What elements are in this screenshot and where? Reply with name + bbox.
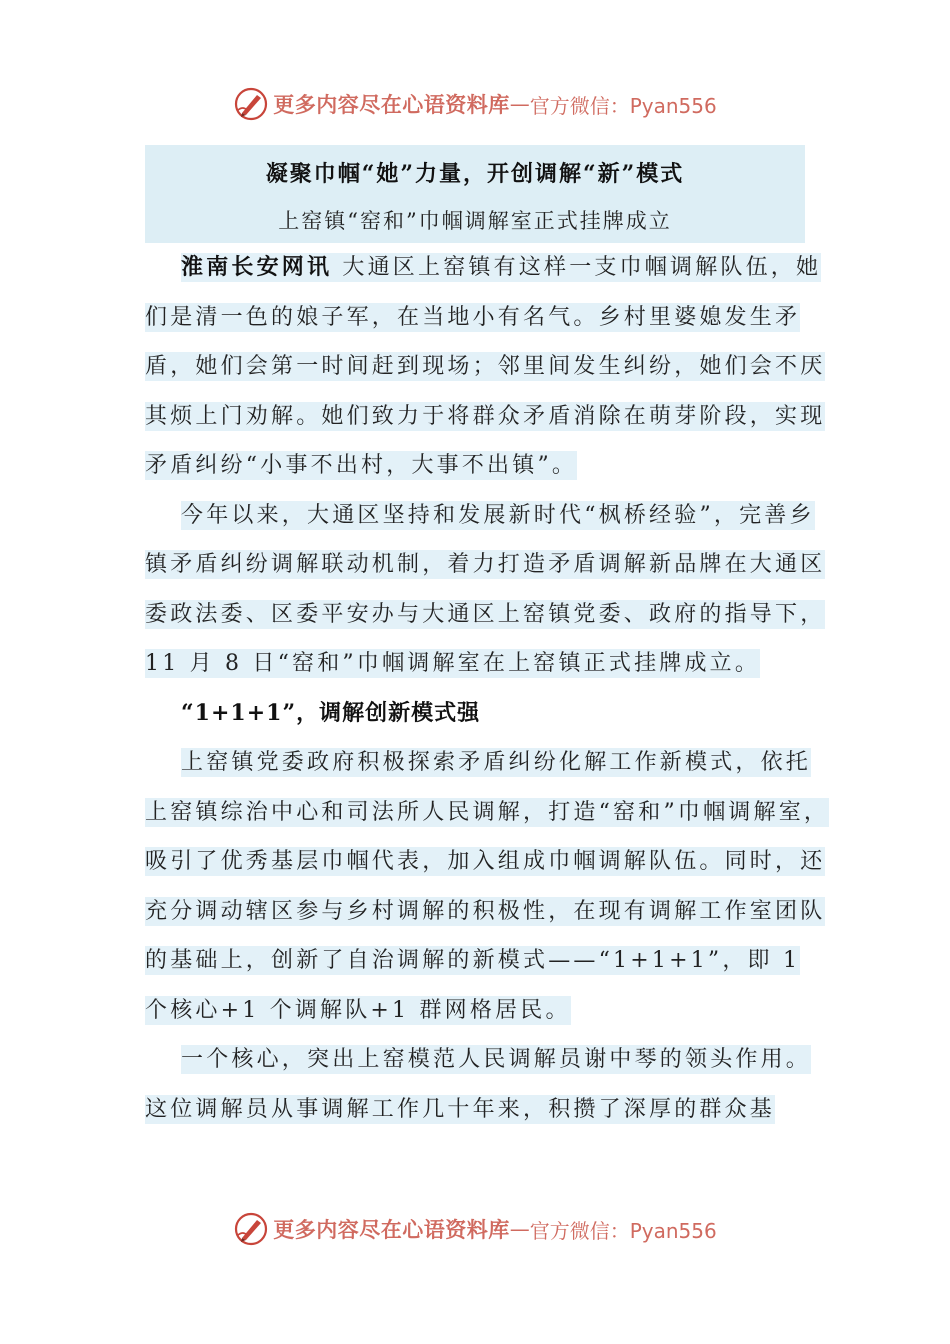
footer-wechat-text: 官方微信：Pyan556	[529, 1218, 717, 1243]
banner-dash: —	[509, 92, 530, 116]
pen-circle-logo-icon	[233, 1211, 269, 1247]
article-title: 凝聚巾帼“她”力量，开创调解“新”模式	[265, 161, 685, 187]
article-subtitle: 上窑镇“窑和”巾帼调解室正式挂牌成立	[278, 209, 672, 233]
banner-brand-text: 更多内容尽在心语资料库	[273, 92, 510, 117]
footer-dash: —	[509, 1217, 530, 1241]
paragraph-4	[145, 1035, 835, 1134]
paragraph-2-text: 今年以来，大通区坚持和发展新时代“枫桥经验”，完善乡镇矛盾纠纷调解联动机制，着力打造矛盾调解新品牌在大通区委政法委、区委平安办与大通区上窑镇党委、政府的指导下，11 月 8 日“窑和”巾帼调解室在上窑镇正式挂牌成立。	[145, 502, 826, 676]
footer-brand-text: 更多内容尽在心语资料库	[273, 1217, 510, 1242]
header-banner	[0, 84, 950, 124]
paragraph-3	[145, 738, 835, 1035]
paragraph-4-text: 一个核心，突出上窑模范人民调解员谢中琴的领头作用。这位调解员从事调解工作几十年来，积攒了深厚的群众基	[145, 1047, 812, 1122]
paragraph-1-body: 大通区上窑镇有这样一支巾帼调解队伍，她们是清一色的娘子军，在当地小有名气。乡村里婆媳发生矛盾，她们会第一时间赶到现场；邻里间发生纠纷，她们会不厌其烦上门劝解。她们致力于将群众矛盾消除在萌芽阶段，实现矛盾纠纷“小事不出村，大事不出镇”。	[145, 255, 826, 478]
section-heading-1	[145, 689, 835, 739]
banner-wechat-text: 官方微信：Pyan556	[529, 93, 717, 118]
paragraph-2	[145, 491, 835, 689]
paragraph-1-lead: 淮南长安网讯	[181, 254, 333, 280]
title-block	[145, 145, 805, 243]
footer-banner	[0, 1209, 950, 1249]
article-content	[145, 145, 835, 1134]
paragraph-1	[145, 243, 835, 491]
pen-circle-logo-icon	[233, 86, 269, 122]
section-heading-1-text: “1+1+1”，调解创新模式强	[181, 699, 481, 726]
paragraph-3-text: 上窑镇党委政府积极探索矛盾纠纷化解工作新模式，依托上窑镇综治中心和司法所人民调解，打造“窑和”巾帼调解室，吸引了优秀基层巾帼代表，加入组成巾帼调解队伍。同时，还充分调动辖区参与乡村调解的积极性，在现有调解工作室团队的基础上，创新了自治调解的新模式——“1+1+1”，即 1 个核心+1 个调解队+1 群网格居民。	[145, 750, 830, 1023]
